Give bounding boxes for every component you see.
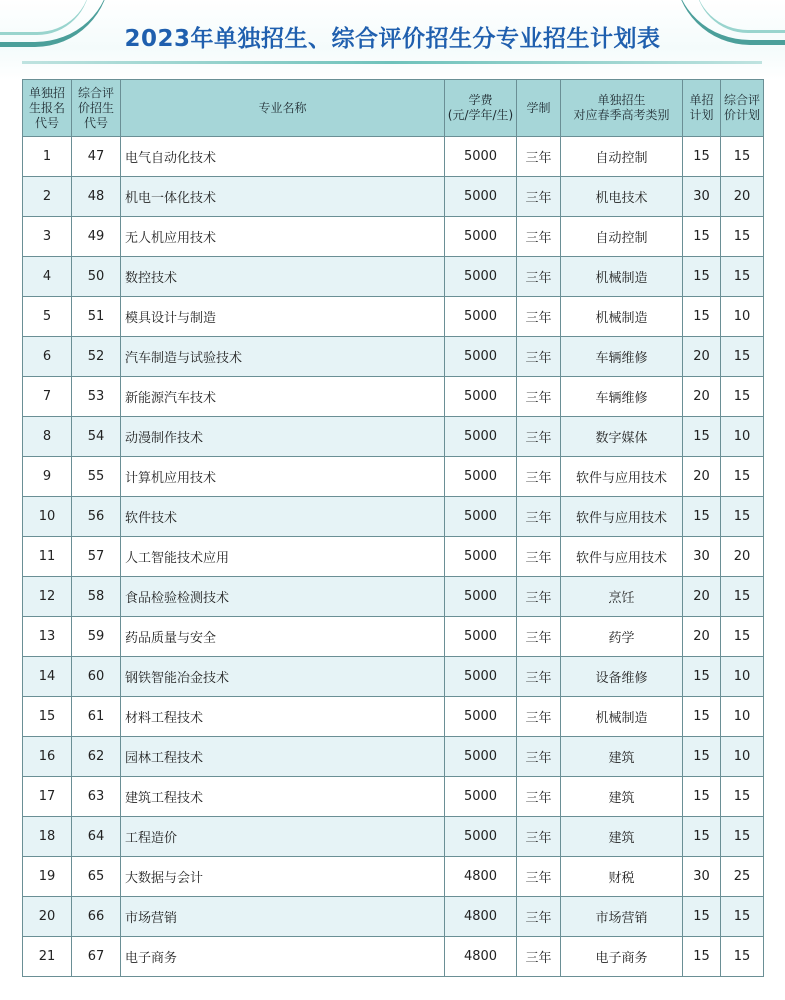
exam-category-cell: 烹饪 bbox=[561, 577, 683, 617]
tuition-cell: 5000 bbox=[445, 617, 517, 657]
major-name-cell: 汽车制造与试验技术 bbox=[121, 337, 445, 377]
single-code-cell: 12 bbox=[23, 577, 72, 617]
comprehensive-code-cell: 56 bbox=[72, 497, 121, 537]
tuition-cell: 5000 bbox=[445, 697, 517, 737]
duration-cell: 三年 bbox=[517, 857, 561, 897]
duration-cell: 三年 bbox=[517, 657, 561, 697]
tuition-cell: 5000 bbox=[445, 377, 517, 417]
single-plan-cell: 20 bbox=[683, 577, 721, 617]
table-row bbox=[23, 737, 764, 777]
single-plan-cell: 15 bbox=[683, 137, 721, 177]
tuition-cell: 5000 bbox=[445, 297, 517, 337]
tuition-cell: 5000 bbox=[445, 577, 517, 617]
duration-cell: 三年 bbox=[517, 457, 561, 497]
table-row bbox=[23, 337, 764, 377]
tuition-cell: 4800 bbox=[445, 897, 517, 937]
exam-category-cell: 药学 bbox=[561, 617, 683, 657]
major-name-cell: 药品质量与安全 bbox=[121, 617, 445, 657]
single-code-cell: 17 bbox=[23, 777, 72, 817]
table-row bbox=[23, 777, 764, 817]
exam-category-cell: 设备维修 bbox=[561, 657, 683, 697]
tuition-cell: 5000 bbox=[445, 737, 517, 777]
tuition-cell: 5000 bbox=[445, 177, 517, 217]
comprehensive-plan-cell: 15 bbox=[721, 217, 764, 257]
duration-cell: 三年 bbox=[517, 697, 561, 737]
major-name-cell: 机电一体化技术 bbox=[121, 177, 445, 217]
exam-category-cell: 建筑 bbox=[561, 737, 683, 777]
table-row bbox=[23, 497, 764, 537]
page-title: 2023年单独招生、综合评价招生分专业招生计划表 bbox=[124, 26, 661, 52]
comprehensive-code-cell: 48 bbox=[72, 177, 121, 217]
duration-cell: 三年 bbox=[517, 737, 561, 777]
major-name-cell: 新能源汽车技术 bbox=[121, 377, 445, 417]
table-row bbox=[23, 937, 764, 977]
major-name-cell: 建筑工程技术 bbox=[121, 777, 445, 817]
single-code-cell: 5 bbox=[23, 297, 72, 337]
tuition-cell: 5000 bbox=[445, 657, 517, 697]
table-row bbox=[23, 257, 764, 297]
major-name-cell: 动漫制作技术 bbox=[121, 417, 445, 457]
single-code-cell: 2 bbox=[23, 177, 72, 217]
comprehensive-code-cell: 64 bbox=[72, 817, 121, 857]
exam-category-cell: 机械制造 bbox=[561, 697, 683, 737]
comprehensive-plan-cell: 20 bbox=[721, 177, 764, 217]
comprehensive-plan-cell: 15 bbox=[721, 257, 764, 297]
exam-category-cell: 自动控制 bbox=[561, 217, 683, 257]
single-plan-cell: 30 bbox=[683, 537, 721, 577]
table-row bbox=[23, 377, 764, 417]
header-comprehensive-plan: 综合评 价计划 bbox=[721, 80, 764, 137]
exam-category-cell: 建筑 bbox=[561, 777, 683, 817]
major-name-cell: 模具设计与制造 bbox=[121, 297, 445, 337]
table-row bbox=[23, 457, 764, 497]
exam-category-cell: 财税 bbox=[561, 857, 683, 897]
table-row bbox=[23, 177, 764, 217]
comprehensive-code-cell: 62 bbox=[72, 737, 121, 777]
major-name-cell: 食品检验检测技术 bbox=[121, 577, 445, 617]
comprehensive-code-cell: 57 bbox=[72, 537, 121, 577]
duration-cell: 三年 bbox=[517, 217, 561, 257]
exam-category-cell: 软件与应用技术 bbox=[561, 457, 683, 497]
exam-category-cell: 车辆维修 bbox=[561, 377, 683, 417]
comprehensive-plan-cell: 10 bbox=[721, 697, 764, 737]
single-plan-cell: 30 bbox=[683, 857, 721, 897]
tuition-cell: 5000 bbox=[445, 257, 517, 297]
single-plan-cell: 15 bbox=[683, 497, 721, 537]
tuition-cell: 5000 bbox=[445, 137, 517, 177]
table-body bbox=[23, 137, 764, 977]
duration-cell: 三年 bbox=[517, 817, 561, 857]
major-name-cell: 计算机应用技术 bbox=[121, 457, 445, 497]
single-plan-cell: 15 bbox=[683, 697, 721, 737]
comprehensive-code-cell: 49 bbox=[72, 217, 121, 257]
exam-category-cell: 机械制造 bbox=[561, 257, 683, 297]
major-name-cell: 大数据与会计 bbox=[121, 857, 445, 897]
major-name-cell: 电气自动化技术 bbox=[121, 137, 445, 177]
single-code-cell: 3 bbox=[23, 217, 72, 257]
comprehensive-plan-cell: 15 bbox=[721, 457, 764, 497]
duration-cell: 三年 bbox=[517, 337, 561, 377]
single-code-cell: 9 bbox=[23, 457, 72, 497]
comprehensive-plan-cell: 10 bbox=[721, 737, 764, 777]
tuition-cell: 5000 bbox=[445, 777, 517, 817]
duration-cell: 三年 bbox=[517, 617, 561, 657]
major-name-cell: 数控技术 bbox=[121, 257, 445, 297]
single-plan-cell: 20 bbox=[683, 617, 721, 657]
comprehensive-plan-cell: 15 bbox=[721, 937, 764, 977]
single-code-cell: 21 bbox=[23, 937, 72, 977]
single-code-cell: 14 bbox=[23, 657, 72, 697]
duration-cell: 三年 bbox=[517, 297, 561, 337]
comprehensive-code-cell: 58 bbox=[72, 577, 121, 617]
single-plan-cell: 15 bbox=[683, 257, 721, 297]
table-row bbox=[23, 217, 764, 257]
single-code-cell: 10 bbox=[23, 497, 72, 537]
tuition-cell: 5000 bbox=[445, 817, 517, 857]
exam-category-cell: 车辆维修 bbox=[561, 337, 683, 377]
table-row bbox=[23, 617, 764, 657]
comprehensive-code-cell: 47 bbox=[72, 137, 121, 177]
single-plan-cell: 15 bbox=[683, 897, 721, 937]
duration-cell: 三年 bbox=[517, 537, 561, 577]
tuition-cell: 4800 bbox=[445, 857, 517, 897]
single-plan-cell: 15 bbox=[683, 217, 721, 257]
duration-cell: 三年 bbox=[517, 497, 561, 537]
single-plan-cell: 15 bbox=[683, 657, 721, 697]
comprehensive-code-cell: 55 bbox=[72, 457, 121, 497]
single-code-cell: 11 bbox=[23, 537, 72, 577]
comprehensive-plan-cell: 25 bbox=[721, 857, 764, 897]
tuition-cell: 5000 bbox=[445, 497, 517, 537]
comprehensive-plan-cell: 15 bbox=[721, 577, 764, 617]
duration-cell: 三年 bbox=[517, 257, 561, 297]
major-name-cell: 园林工程技术 bbox=[121, 737, 445, 777]
tuition-cell: 5000 bbox=[445, 457, 517, 497]
single-code-cell: 7 bbox=[23, 377, 72, 417]
comprehensive-code-cell: 61 bbox=[72, 697, 121, 737]
exam-category-cell: 市场营销 bbox=[561, 897, 683, 937]
duration-cell: 三年 bbox=[517, 377, 561, 417]
table-row bbox=[23, 657, 764, 697]
table-row bbox=[23, 577, 764, 617]
comprehensive-plan-cell: 10 bbox=[721, 297, 764, 337]
comprehensive-plan-cell: 15 bbox=[721, 337, 764, 377]
duration-cell: 三年 bbox=[517, 137, 561, 177]
comprehensive-code-cell: 65 bbox=[72, 857, 121, 897]
single-plan-cell: 30 bbox=[683, 177, 721, 217]
single-plan-cell: 20 bbox=[683, 337, 721, 377]
header-comprehensive-code: 综合评 价招生 代号 bbox=[72, 80, 121, 137]
comprehensive-plan-cell: 15 bbox=[721, 817, 764, 857]
comprehensive-code-cell: 66 bbox=[72, 897, 121, 937]
single-plan-cell: 15 bbox=[683, 417, 721, 457]
tuition-cell: 5000 bbox=[445, 417, 517, 457]
comprehensive-code-cell: 52 bbox=[72, 337, 121, 377]
single-plan-cell: 15 bbox=[683, 817, 721, 857]
header-exam-category: 单独招生 对应春季高考类别 bbox=[561, 80, 683, 137]
tuition-cell: 4800 bbox=[445, 937, 517, 977]
comprehensive-code-cell: 53 bbox=[72, 377, 121, 417]
comprehensive-plan-cell: 15 bbox=[721, 777, 764, 817]
table-row bbox=[23, 817, 764, 857]
exam-category-cell: 软件与应用技术 bbox=[561, 497, 683, 537]
table-row bbox=[23, 417, 764, 457]
single-plan-cell: 20 bbox=[683, 457, 721, 497]
table-row bbox=[23, 537, 764, 577]
comprehensive-code-cell: 67 bbox=[72, 937, 121, 977]
single-code-cell: 19 bbox=[23, 857, 72, 897]
comprehensive-plan-cell: 15 bbox=[721, 897, 764, 937]
exam-category-cell: 软件与应用技术 bbox=[561, 537, 683, 577]
duration-cell: 三年 bbox=[517, 577, 561, 617]
comprehensive-plan-cell: 15 bbox=[721, 377, 764, 417]
table-header-row bbox=[23, 80, 764, 137]
duration-cell: 三年 bbox=[517, 177, 561, 217]
tuition-cell: 5000 bbox=[445, 537, 517, 577]
header-duration: 学制 bbox=[517, 80, 561, 137]
enrollment-plan-table bbox=[22, 79, 764, 977]
duration-cell: 三年 bbox=[517, 937, 561, 977]
tuition-cell: 5000 bbox=[445, 217, 517, 257]
single-plan-cell: 15 bbox=[683, 297, 721, 337]
table-row bbox=[23, 857, 764, 897]
comprehensive-plan-cell: 10 bbox=[721, 657, 764, 697]
header-single-plan: 单招 计划 bbox=[683, 80, 721, 137]
major-name-cell: 无人机应用技术 bbox=[121, 217, 445, 257]
header-single-code: 单独招 生报名 代号 bbox=[23, 80, 72, 137]
single-code-cell: 8 bbox=[23, 417, 72, 457]
major-name-cell: 人工智能技术应用 bbox=[121, 537, 445, 577]
comprehensive-code-cell: 54 bbox=[72, 417, 121, 457]
header-tuition: 学费 (元/学年/生) bbox=[445, 80, 517, 137]
comprehensive-plan-cell: 15 bbox=[721, 137, 764, 177]
comprehensive-plan-cell: 15 bbox=[721, 617, 764, 657]
major-name-cell: 软件技术 bbox=[121, 497, 445, 537]
table-row bbox=[23, 297, 764, 337]
comprehensive-plan-cell: 15 bbox=[721, 497, 764, 537]
duration-cell: 三年 bbox=[517, 897, 561, 937]
major-name-cell: 电子商务 bbox=[121, 937, 445, 977]
duration-cell: 三年 bbox=[517, 417, 561, 457]
single-code-cell: 18 bbox=[23, 817, 72, 857]
single-plan-cell: 20 bbox=[683, 377, 721, 417]
duration-cell: 三年 bbox=[517, 777, 561, 817]
exam-category-cell: 电子商务 bbox=[561, 937, 683, 977]
single-plan-cell: 15 bbox=[683, 737, 721, 777]
comprehensive-code-cell: 51 bbox=[72, 297, 121, 337]
comprehensive-code-cell: 60 bbox=[72, 657, 121, 697]
single-code-cell: 13 bbox=[23, 617, 72, 657]
table-row bbox=[23, 697, 764, 737]
comprehensive-code-cell: 63 bbox=[72, 777, 121, 817]
single-code-cell: 20 bbox=[23, 897, 72, 937]
single-plan-cell: 15 bbox=[683, 937, 721, 977]
single-code-cell: 6 bbox=[23, 337, 72, 377]
comprehensive-code-cell: 50 bbox=[72, 257, 121, 297]
table-row bbox=[23, 137, 764, 177]
single-code-cell: 16 bbox=[23, 737, 72, 777]
major-name-cell: 钢铁智能冶金技术 bbox=[121, 657, 445, 697]
major-name-cell: 市场营销 bbox=[121, 897, 445, 937]
single-code-cell: 15 bbox=[23, 697, 72, 737]
single-plan-cell: 15 bbox=[683, 777, 721, 817]
major-name-cell: 材料工程技术 bbox=[121, 697, 445, 737]
header-major-name: 专业名称 bbox=[121, 80, 445, 137]
comprehensive-plan-cell: 10 bbox=[721, 417, 764, 457]
comprehensive-code-cell: 59 bbox=[72, 617, 121, 657]
table-row bbox=[23, 897, 764, 937]
single-code-cell: 4 bbox=[23, 257, 72, 297]
tuition-cell: 5000 bbox=[445, 337, 517, 377]
major-name-cell: 工程造价 bbox=[121, 817, 445, 857]
comprehensive-plan-cell: 20 bbox=[721, 537, 764, 577]
exam-category-cell: 建筑 bbox=[561, 817, 683, 857]
single-code-cell: 1 bbox=[23, 137, 72, 177]
exam-category-cell: 数字媒体 bbox=[561, 417, 683, 457]
exam-category-cell: 机电技术 bbox=[561, 177, 683, 217]
exam-category-cell: 自动控制 bbox=[561, 137, 683, 177]
title-divider bbox=[22, 61, 762, 64]
exam-category-cell: 机械制造 bbox=[561, 297, 683, 337]
